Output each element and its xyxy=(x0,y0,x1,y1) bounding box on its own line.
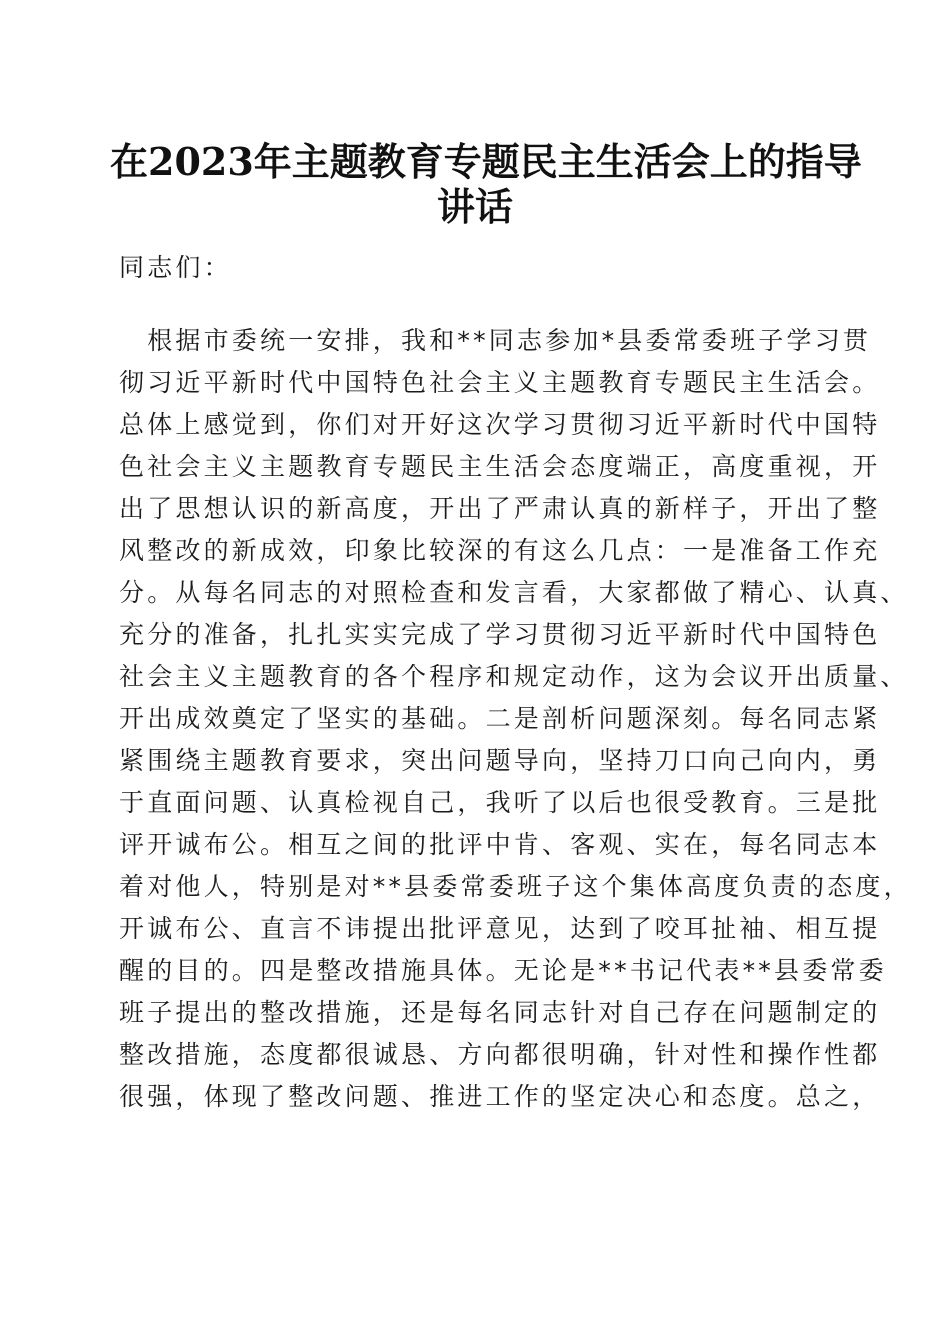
body-line: 于直面问题、认真检视自己，我听了以后也很受教育。三是批 xyxy=(119,788,881,817)
salutation: 同志们： xyxy=(119,253,232,282)
body-line: 紧围绕主题教育要求，突出问题导向，坚持刀口向己向内，勇 xyxy=(119,746,881,775)
body-line: 开诚布公、直言不讳提出批评意见，达到了咬耳扯袖、相互提 xyxy=(119,914,881,943)
body-line: 班子提出的整改措施，还是每名同志针对自己存在问题制定的 xyxy=(119,998,881,1027)
body-line: 整改措施，态度都很诚恳、方向都很明确，针对性和操作性都 xyxy=(119,1040,881,1069)
body-line: 色社会主义主题教育专题民主生活会态度端正，高度重视，开 xyxy=(119,452,881,481)
body-line: 根据市委统一安排，我和**同志参加*县委常委班子学习贯 xyxy=(119,326,872,355)
body-line: 开出成效奠定了坚实的基础。二是剖析问题深刻。每名同志紧 xyxy=(119,704,881,733)
document-title-line-1: 在2023年主题教育专题民主生活会上的指导 xyxy=(110,139,862,184)
body-line: 很强，体现了整改问题、推进工作的坚定决心和态度。总之， xyxy=(119,1082,881,1111)
document-title-line-2: 讲话 xyxy=(436,184,513,229)
body-line: 分。从每名同志的对照检查和发言看，大家都做了精心、认真、 xyxy=(119,578,909,607)
body-line: 风整改的新成效，印象比较深的有这么几点：一是准备工作充 xyxy=(119,536,881,565)
body-line: 彻习近平新时代中国特色社会主义主题教育专题民主生活会。 xyxy=(119,368,881,397)
body-line: 着对他人，特别是对**县委常委班子这个集体高度负责的态度， xyxy=(119,872,912,901)
body-line: 出了思想认识的新高度，开出了严肃认真的新样子，开出了整 xyxy=(119,494,881,523)
body-line: 醒的目的。四是整改措施具体。无论是**书记代表**县委常委 xyxy=(119,956,887,985)
body-line: 评开诚布公。相互之间的批评中肯、客观、实在，每名同志本 xyxy=(119,830,881,859)
body-line: 总体上感觉到，你们对开好这次学习贯彻习近平新时代中国特 xyxy=(119,410,881,439)
body-line: 充分的准备，扎扎实实完成了学习贯彻习近平新时代中国特色 xyxy=(119,620,881,649)
body-line: 社会主义主题教育的各个程序和规定动作，这为会议开出质量、 xyxy=(119,662,909,691)
